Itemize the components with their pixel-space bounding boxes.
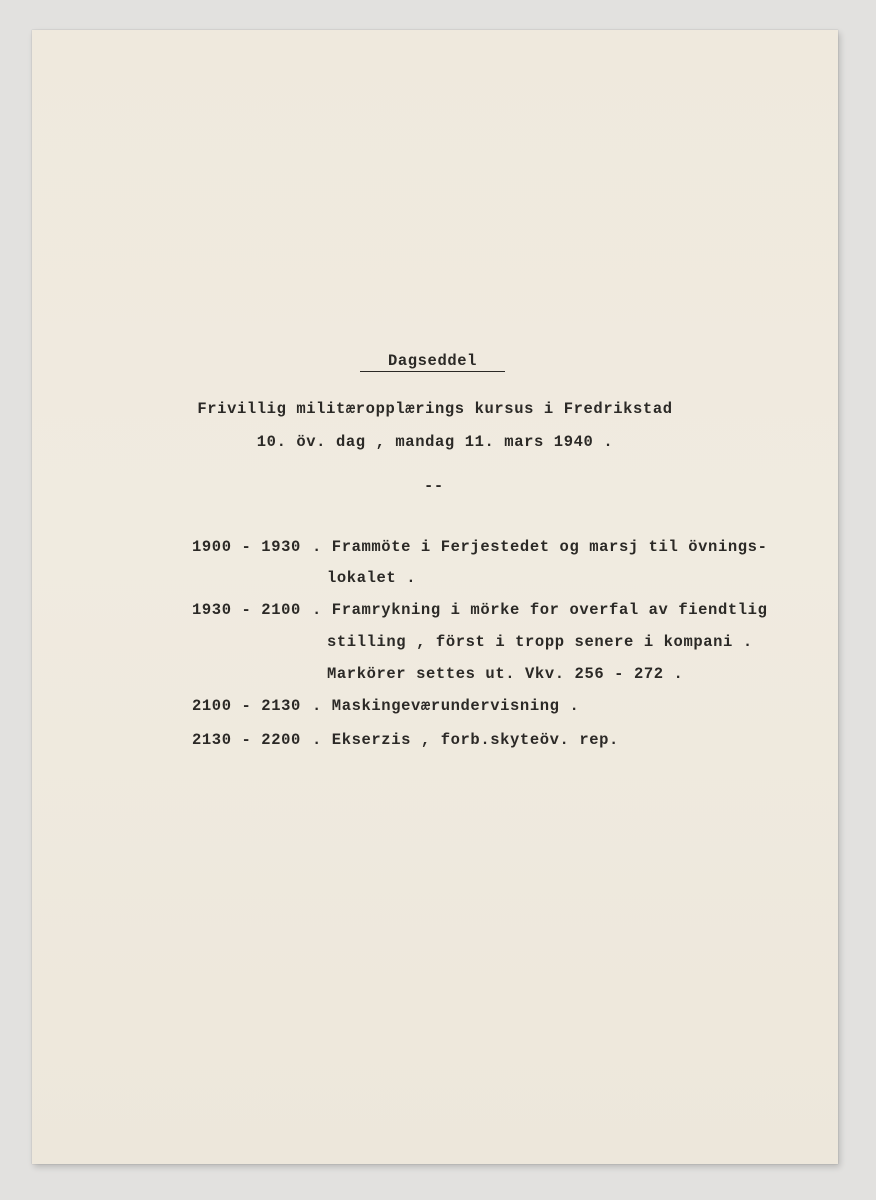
schedule-time: 2100 - 2130 — [192, 697, 301, 715]
schedule-time: 1900 - 1930 — [192, 538, 301, 556]
schedule-line: . Maskingeværundervisning . — [312, 697, 580, 715]
schedule-time: 1930 - 2100 — [192, 601, 301, 619]
schedule-time: 2130 - 2200 — [192, 731, 301, 749]
document-page — [32, 30, 838, 1164]
document-dateline: 10. öv. dag , mandag 11. mars 1940 . — [256, 433, 614, 451]
document-subtitle: Frivillig militæropplærings kursus i Fredrikstad — [197, 400, 673, 418]
schedule-line: . Frammöte i Ferjestedet og marsj til övnings- — [312, 538, 768, 556]
schedule-line: . Framrykning i mörke for overfal av fiendtlig — [312, 601, 768, 619]
document-title: Dagseddel — [360, 352, 505, 372]
separator-mark: -- — [424, 477, 444, 495]
schedule-line: stilling , först i tropp senere i kompani . — [327, 633, 753, 651]
schedule-line: lokalet . — [327, 569, 417, 587]
schedule-line: Markörer settes ut. Vkv. 256 - 272 . — [327, 665, 684, 683]
schedule-line: . Ekserzis , forb.skyteöv. rep. — [312, 731, 619, 749]
